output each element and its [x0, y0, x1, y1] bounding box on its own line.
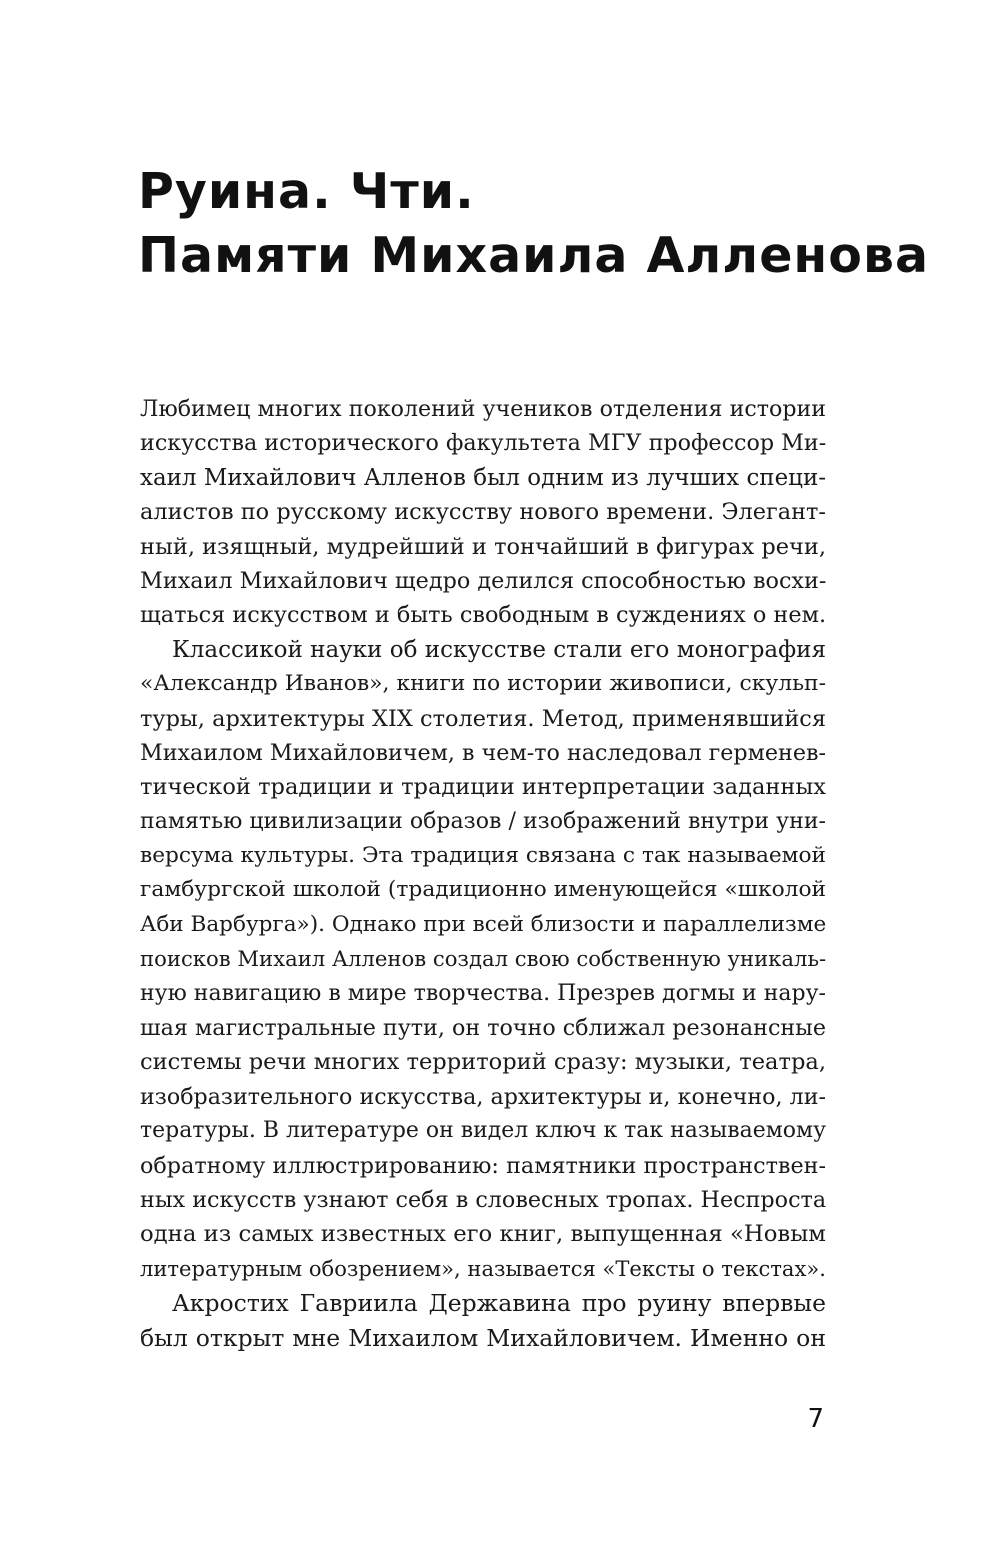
text-line: версума культуры. Эта традиция связана с так называемой: [140, 843, 826, 869]
page-number: 7: [807, 1404, 824, 1434]
text-line: Классикой науки об искусстве стали его монография: [172, 636, 826, 663]
text-line: литературным обозрением», называется «Тексты о текстах».: [140, 1255, 826, 1281]
text-line: ный, изящный, мудрейший и тончайший в фигурах речи,: [140, 533, 826, 560]
text-line: ных искусств узнают себя в словесных тропах. Неспроста: [140, 1186, 827, 1213]
text-line: изобразительного искусства, архитектуры и, конечно, ли-: [140, 1083, 826, 1110]
chapter-title: [138, 160, 930, 288]
text-line: гамбургской школой (традиционно именующейся «школой: [140, 877, 826, 903]
text-line: обратному иллюстрированию: памятники пространствен-: [140, 1152, 826, 1179]
chapter-title-line-1: Руина. Чти.: [138, 163, 475, 220]
text-line: «Александр Иванов», книги по истории живописи, скульп-: [140, 671, 826, 697]
chapter-title-line-2: Памяти Михаила Алленова: [138, 227, 930, 284]
text-line: Аби Варбурга»). Однако при всей близости и параллелизме: [140, 911, 827, 937]
text-line: памятью цивилизации образов / изображений внутри уни-: [140, 808, 826, 834]
text-line: алистов по русскому искусству нового времени. Элегант-: [140, 499, 826, 526]
text-line: Михаил Михайлович щедро делился способностью восхи-: [140, 567, 827, 594]
text-line: тической традиции и традиции интерпретации заданных: [140, 774, 826, 801]
text-line: поисков Михаил Алленов создал свою собственную уникаль-: [140, 946, 827, 972]
text-line: туры, архитектуры XIX столетия. Метод, применявшийся: [140, 705, 826, 732]
text-line: Акростих Гавриила Державина про руину впервые: [172, 1289, 826, 1318]
text-line: искусства исторического факультета МГУ профессор Ми-: [140, 430, 827, 457]
text-line: щаться искусством и быть свободным в суждениях о нем.: [140, 602, 827, 629]
text-line: Любимец многих поколений учеников отделения истории: [140, 396, 826, 422]
text-line: был открыт мне Михаилом Михайловичем. Именно он: [140, 1323, 826, 1352]
text-line: шая магистральные пути, он точно сближал резонансные: [140, 1015, 826, 1042]
text-line: хаил Михайлович Алленов был одним из лучших специ-: [140, 464, 826, 491]
text-line: тературы. В литературе он видел ключ к так называемому: [140, 1118, 826, 1144]
text-line: одна из самых известных его книг, выпущенная «Новым: [140, 1221, 826, 1248]
text-line: ную навигацию в мире творчества. Презрев догмы и нару-: [140, 980, 826, 1006]
text-line: системы речи многих территорий сразу: музыки, театра,: [140, 1049, 827, 1076]
body-text: [140, 392, 826, 1355]
text-line: Михаилом Михайловичем, в чем-то наследовал герменев-: [140, 739, 826, 766]
